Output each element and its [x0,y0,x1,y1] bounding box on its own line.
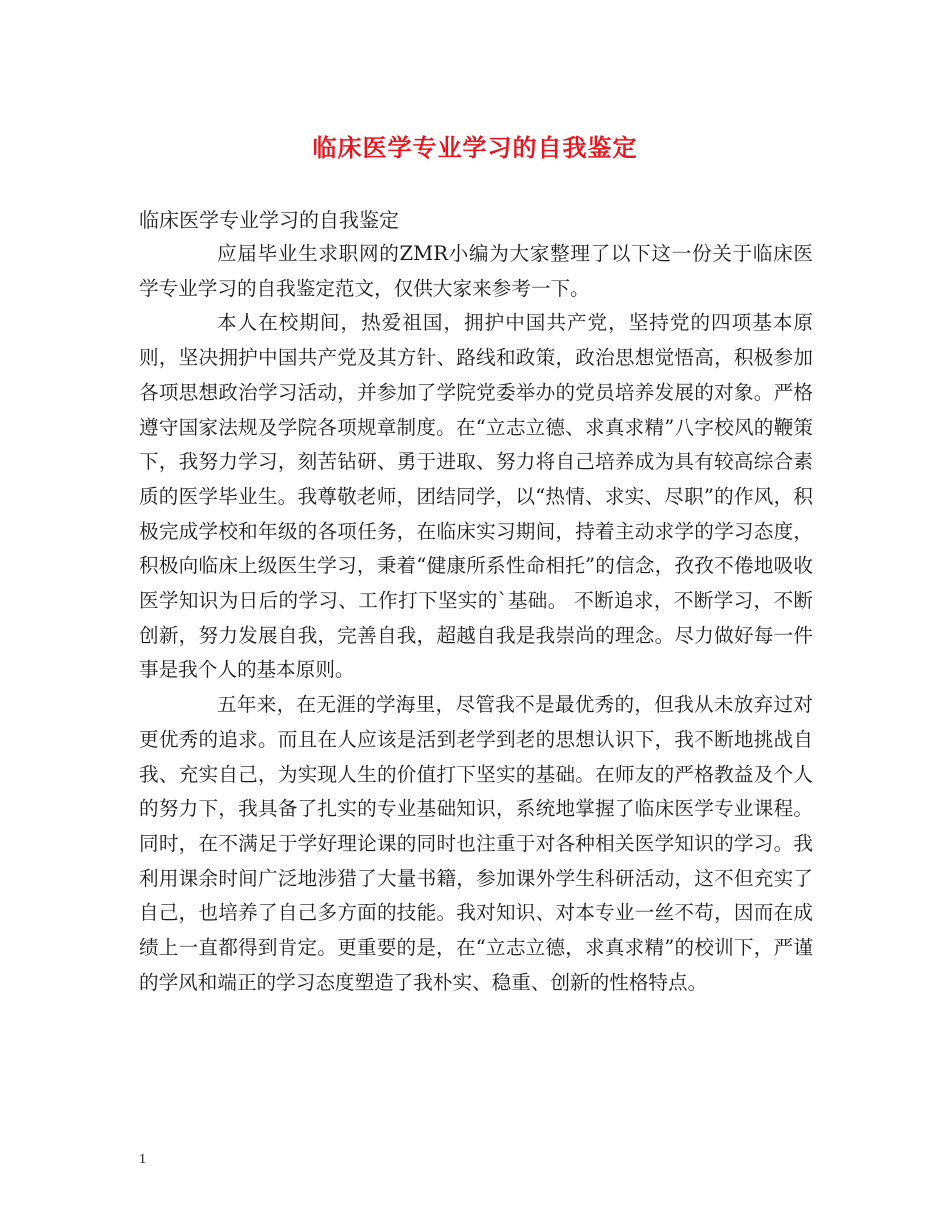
paragraph-school-conduct: 本人在校期间，热爱祖国，拥护中国共产党，坚持党的四项基本原则，坚决拥护中国共产党及其方针、路线和政策，政治思想觉悟高，积极参加各项思想政治学习活动，并参加了学院党委举办的党员培养发展的对象。严格遵守国家法规及学院各项规章制度。在“立志立德、求真求精”八字校风的鞭策下，我努力学习，刻苦钻研、勇于进取、努力将自己培养成为具有较高综合素质的医学毕业生。我尊敬老师，团结同学，以“热情、求实、尽职”的作风，积极完成学校和年级的各项任务，在临床实习期间，持着主动求学的学习态度，积极向临床上级医生学习，秉着“健康所系性命相托”的信念，孜孜不倦地吸收医学知识为日后的学习、工作打下坚实的`基础。 不断追求，不断学习，不断创新，努力发展自我，完善自我，超越自我是我崇尚的理念。尽力做好每一件事是我个人的基本原则。 [139,311,813,682]
paragraph-intro: 应届毕业生求职网的ZMR小编为大家整理了以下这一份关于临床医学专业学习的自我鉴定范文，仅供大家来参考一下。 [139,242,813,300]
document-subtitle: 临床医学专业学习的自我鉴定 [139,208,399,232]
paragraph-five-years: 五年来，在无涯的学海里，尽管我不是最优秀的，但我从未放弃过对更优秀的追求。而且在人应该是活到老学到老的思想认识下，我不断地挑战自我、充实自己，为实现人生的价值打下坚实的基础。在师友的严格教益及个人的努力下，我具备了扎实的专业基础知识，系统地掌握了临床医学专业课程。同时，在不满足于学好理论课的同时也注重于对各种相关医学知识的学习。我利用课余时间广泛地涉猎了大量书籍，参加课外学生科研活动，这不但充实了自己，也培养了自己多方面的技能。我对知识、对本专业一丝不苟，因而在成绩上一直都得到肯定。更重要的是，在“立志立德，求真求精”的校训下，严谨的学风和端正的学习态度塑造了我朴实、稳重、创新的性格特点。 [139,693,813,994]
page-number: 1 [139,1152,146,1167]
document-title: 临床医学专业学习的自我鉴定 [312,133,638,162]
document-body [139,237,813,1000]
